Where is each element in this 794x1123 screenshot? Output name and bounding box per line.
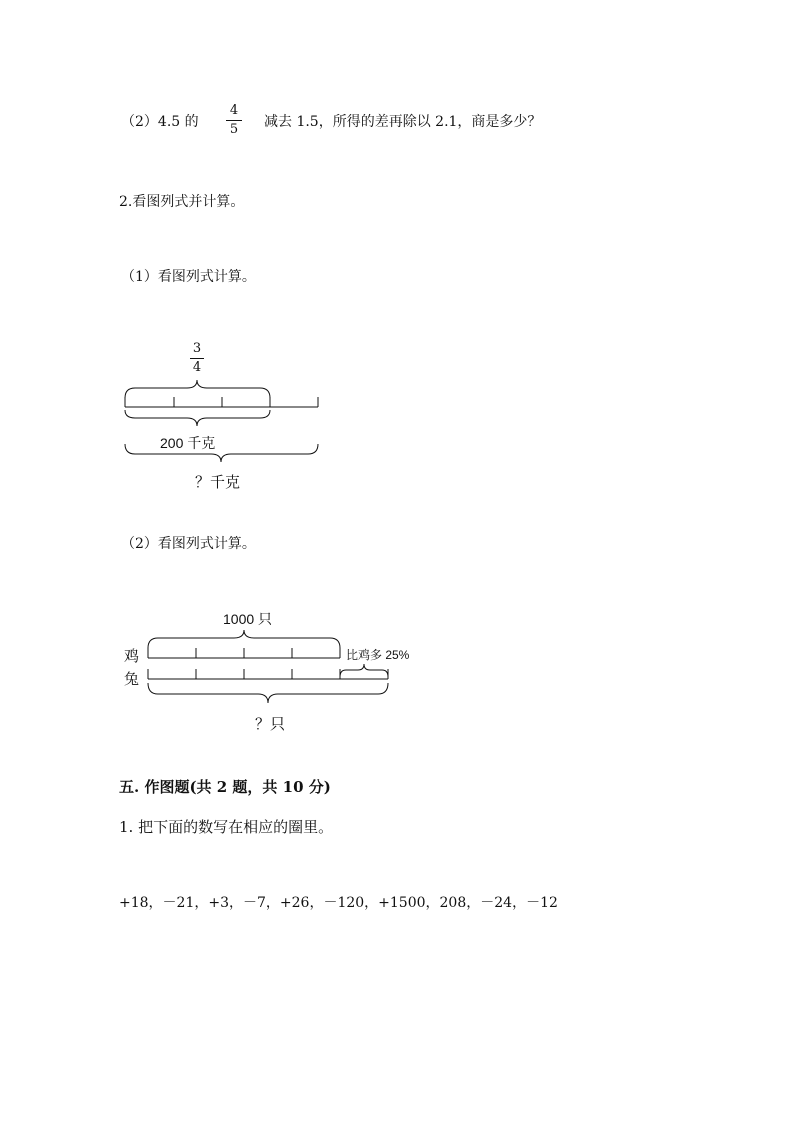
diagram2-label-more: 比鸡多 25% <box>346 648 410 662</box>
q2-suffix: 减去 1.5，所得的差再除以 2.1，商是多少？ <box>264 114 542 130</box>
diagram2-label-rabbit: 兔 <box>124 670 140 688</box>
diagram2-label-total: 1000 只 <box>223 611 273 627</box>
section2-title: 2.看图列式并计算。 <box>119 194 245 210</box>
section5-title: 五. 作图题(共 2 题，共 10 分) <box>119 778 331 796</box>
diagram2-label-unknown: ？只 <box>255 716 286 733</box>
section5-q1: 1. 把下面的数写在相应的圈里。 <box>119 818 334 836</box>
diagram1-label-unknown: ？千克 <box>195 474 241 491</box>
section2-sub2: （2）看图列式计算。 <box>121 536 256 552</box>
diagram1-frac-num: 3 <box>192 341 202 356</box>
q2-frac-den: 5 <box>229 122 239 137</box>
diagram2-label-chicken: 鸡 <box>124 647 140 665</box>
section5-numbers: +18，－21，+3，－7，+26，－120，+1500，208，－24，－12 <box>119 895 558 911</box>
diagram1-frac-den: 4 <box>192 360 202 375</box>
q2-frac-num: 4 <box>229 103 239 118</box>
diagram1-label-known: 200 千克 <box>160 435 216 451</box>
q2-prefix: （2）4.5 的 <box>121 114 199 130</box>
section2-sub1: （1）看图列式计算。 <box>121 269 256 285</box>
